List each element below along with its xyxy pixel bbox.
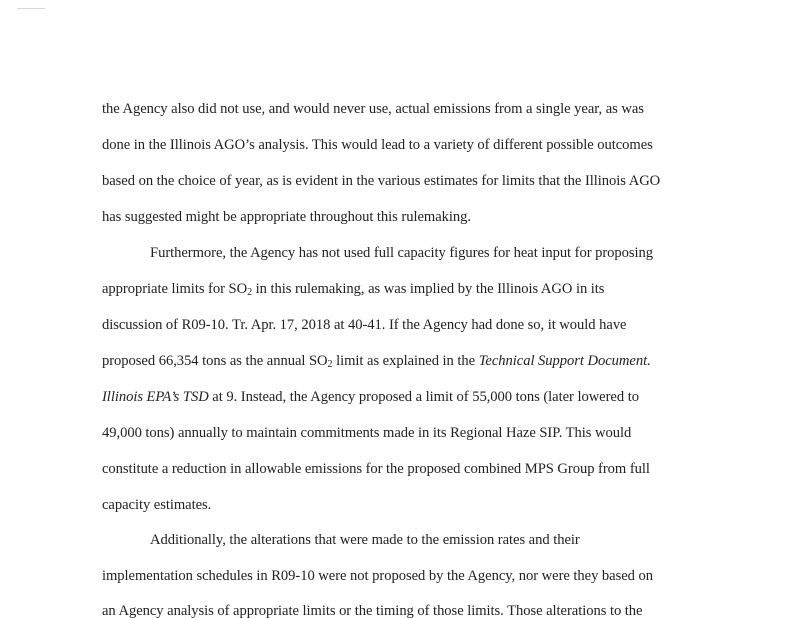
text-line-10: 49,000 tons) annually to maintain commitments made in its Regional Haze SIP. This would <box>102 425 632 441</box>
text-line-13: Additionally, the alterations that were made to the emission rates and their <box>150 532 580 548</box>
text-line-8 <box>102 352 651 370</box>
text-line-4: has suggested might be appropriate throughout this rulemaking. <box>102 209 471 225</box>
text-line-6-post: in this rulemaking, as was implied by the Illinois AGO in its <box>252 281 605 297</box>
text-line-6-pre: appropriate limits for SO <box>102 281 248 297</box>
text-line-7: discussion of R09-10. Tr. Apr. 17, 2018 at 40-41. If the Agency had done so, it would have <box>102 317 627 333</box>
text-line-9 <box>102 388 639 406</box>
text-line-11: constitute a reduction in allowable emissions for the proposed combined MPS Group from full <box>102 461 650 477</box>
text-line-15: an Agency analysis of appropriate limits or the timing of those limits. Those alterations to the <box>102 603 643 618</box>
text-line-2: done in the Illinois AGO’s analysis. This would lead to a variety of different possible outcomes <box>102 137 653 153</box>
text-line-6-subscript: 2 <box>247 287 253 298</box>
text-line-14: implementation schedules in R09-10 were not proposed by the Agency, nor were they based on <box>102 568 654 584</box>
text-line-3: based on the choice of year, as is evident in the various estimates for limits that the Illinois AGO <box>102 173 661 189</box>
text-line-9-italic: Illinois EPA’s TSD <box>102 389 209 405</box>
text-line-8-italic: Technical Support Document. <box>478 353 651 369</box>
text-line-1: the Agency also did not use, and would never use, actual emissions from a single year, as was <box>102 101 644 117</box>
scan-corner-mark <box>17 8 45 9</box>
text-line-12: capacity estimates. <box>102 497 212 513</box>
text-line-9-post: at 9. Instead, the Agency proposed a limit of 55,000 tons (later lowered to <box>208 389 639 405</box>
text-line-5: Furthermore, the Agency has not used full capacity figures for heat input for proposing <box>150 245 654 261</box>
text-line-8-mid: limit as explained in the <box>332 353 479 369</box>
text-line-8-subscript: 2 <box>327 359 333 370</box>
text-line-8-pre: proposed 66,354 tons as the annual SO <box>102 353 328 369</box>
text-line-6 <box>102 280 604 298</box>
